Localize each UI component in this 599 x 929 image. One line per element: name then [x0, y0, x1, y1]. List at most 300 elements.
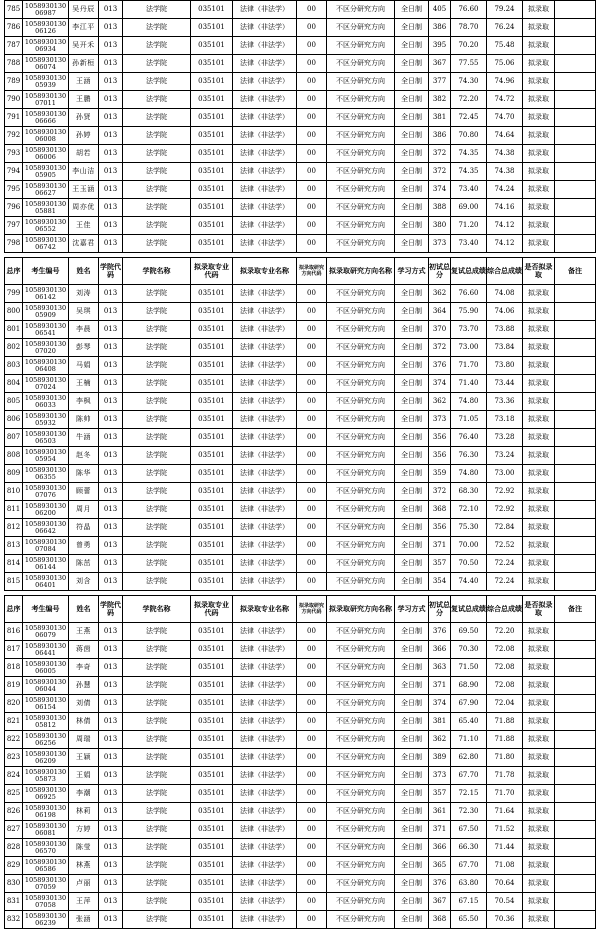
row-remarks [555, 55, 596, 73]
row-major-name: 法律（非法学） [233, 199, 297, 217]
row-total-score: 71.52 [487, 821, 523, 839]
row-name: 吴丹辰 [69, 1, 99, 19]
row-major-name: 法律（非法学） [233, 321, 297, 339]
row-study-mode: 全日制 [395, 839, 429, 857]
row-major-name: 法律（非法学） [233, 785, 297, 803]
row-candidate-id: 105893013007059 [23, 875, 69, 893]
header-major-code: 拟录取专业代码 [191, 258, 233, 285]
table-row [5, 163, 596, 181]
row-major-name: 法律（非法学） [233, 411, 297, 429]
row-retest-score: 71.05 [451, 411, 487, 429]
row-major-name: 法律（非法学） [233, 731, 297, 749]
row-college-name: 法学院 [123, 303, 191, 321]
row-remarks [555, 303, 596, 321]
row-college-name: 法学院 [123, 501, 191, 519]
header-major-name: 拟录取专业名称 [233, 596, 297, 623]
row-seq: 817 [5, 641, 23, 659]
row-major-code: 035101 [191, 163, 233, 181]
row-major-code: 035101 [191, 375, 233, 393]
row-admitted: 拟录取 [523, 55, 555, 73]
row-admitted: 拟录取 [523, 749, 555, 767]
row-candidate-id: 105893013006142 [23, 285, 69, 303]
row-candidate-id: 105893013007024 [23, 375, 69, 393]
row-college-code: 013 [99, 19, 123, 37]
row-seq: 786 [5, 19, 23, 37]
row-college-code: 013 [99, 55, 123, 73]
row-direction-code: 00 [297, 145, 327, 163]
row-college-name: 法学院 [123, 55, 191, 73]
row-direction-code: 00 [297, 37, 327, 55]
row-major-code: 035101 [191, 37, 233, 55]
row-total-score: 73.88 [487, 321, 523, 339]
header-college-code: 学院代码 [99, 596, 123, 623]
row-direction-code: 00 [297, 339, 327, 357]
row-retest-score: 67.70 [451, 857, 487, 875]
row-direction-code: 00 [297, 109, 327, 127]
row-major-name: 法律（非法学） [233, 641, 297, 659]
row-retest-score: 67.15 [451, 893, 487, 911]
row-major-code: 035101 [191, 357, 233, 375]
row-study-mode: 全日制 [395, 659, 429, 677]
row-admitted: 拟录取 [523, 199, 555, 217]
row-candidate-id: 105893013006552 [23, 217, 69, 235]
row-college-name: 法学院 [123, 285, 191, 303]
row-college-name: 法学院 [123, 695, 191, 713]
row-initial-score: 364 [429, 303, 451, 321]
row-name: 孙慧 [69, 677, 99, 695]
row-retest-score: 74.40 [451, 573, 487, 591]
row-major-name: 法律（非法学） [233, 1, 297, 19]
row-study-mode: 全日制 [395, 55, 429, 73]
row-retest-score: 68.30 [451, 483, 487, 501]
row-seq: 820 [5, 695, 23, 713]
row-name: 陈茁 [69, 555, 99, 573]
row-name: 刘倩 [69, 695, 99, 713]
header-admitted: 是否拟录取 [523, 258, 555, 285]
row-retest-score: 73.70 [451, 321, 487, 339]
row-college-code: 013 [99, 37, 123, 55]
row-college-name: 法学院 [123, 857, 191, 875]
row-direction-code: 00 [297, 483, 327, 501]
row-major-name: 法律（非法学） [233, 677, 297, 695]
row-retest-score: 70.30 [451, 641, 487, 659]
row-seq: 831 [5, 893, 23, 911]
row-seq: 796 [5, 199, 23, 217]
row-remarks [555, 893, 596, 911]
row-candidate-id: 105893013006666 [23, 109, 69, 127]
row-candidate-id: 105893013005909 [23, 303, 69, 321]
row-major-code: 035101 [191, 429, 233, 447]
row-name: 孙新桓 [69, 55, 99, 73]
header-seq: 总序 [5, 596, 23, 623]
table-row [5, 429, 596, 447]
row-candidate-id: 105893013006586 [23, 857, 69, 875]
row-major-code: 035101 [191, 695, 233, 713]
row-college-code: 013 [99, 483, 123, 501]
row-college-name: 法学院 [123, 641, 191, 659]
row-remarks [555, 821, 596, 839]
row-college-code: 013 [99, 1, 123, 19]
row-college-code: 013 [99, 217, 123, 235]
row-major-code: 035101 [191, 339, 233, 357]
row-major-code: 035101 [191, 235, 233, 253]
row-direction-name: 不区分研究方向 [327, 501, 395, 519]
row-major-name: 法律（非法学） [233, 235, 297, 253]
header-study-mode: 学习方式 [395, 258, 429, 285]
row-total-score: 71.64 [487, 803, 523, 821]
row-major-code: 035101 [191, 573, 233, 591]
row-major-code: 035101 [191, 181, 233, 199]
row-major-code: 035101 [191, 285, 233, 303]
row-remarks [555, 217, 596, 235]
row-name: 卢丽 [69, 875, 99, 893]
row-total-score: 71.44 [487, 839, 523, 857]
row-college-code: 013 [99, 659, 123, 677]
row-candidate-id: 105893013005881 [23, 199, 69, 217]
row-admitted: 拟录取 [523, 677, 555, 695]
table-row [5, 357, 596, 375]
row-major-code: 035101 [191, 483, 233, 501]
row-initial-score: 376 [429, 875, 451, 893]
row-major-code: 035101 [191, 109, 233, 127]
row-seq: 801 [5, 321, 23, 339]
row-total-score: 74.06 [487, 303, 523, 321]
row-study-mode: 全日制 [395, 875, 429, 893]
row-retest-score: 65.40 [451, 713, 487, 731]
row-initial-score: 357 [429, 555, 451, 573]
table-row [5, 109, 596, 127]
row-candidate-id: 105893013006627 [23, 181, 69, 199]
row-major-name: 法律（非法学） [233, 285, 297, 303]
row-direction-code: 00 [297, 501, 327, 519]
row-total-score: 75.06 [487, 55, 523, 73]
row-major-name: 法律（非法学） [233, 375, 297, 393]
row-initial-score: 357 [429, 785, 451, 803]
row-seq: 808 [5, 447, 23, 465]
table-row [5, 1, 596, 19]
row-initial-score: 380 [429, 217, 451, 235]
row-major-name: 法律（非法学） [233, 839, 297, 857]
row-college-code: 013 [99, 911, 123, 929]
row-study-mode: 全日制 [395, 321, 429, 339]
row-name: 张涵 [69, 911, 99, 929]
row-candidate-id: 105893013005932 [23, 411, 69, 429]
row-initial-score: 354 [429, 573, 451, 591]
row-remarks [555, 677, 596, 695]
row-direction-code: 00 [297, 821, 327, 839]
row-direction-name: 不区分研究方向 [327, 893, 395, 911]
row-direction-name: 不区分研究方向 [327, 641, 395, 659]
row-remarks [555, 447, 596, 465]
row-direction-name: 不区分研究方向 [327, 767, 395, 785]
row-candidate-id: 105893013006006 [23, 145, 69, 163]
row-direction-name: 不区分研究方向 [327, 339, 395, 357]
row-seq: 795 [5, 181, 23, 199]
row-direction-name: 不区分研究方向 [327, 199, 395, 217]
row-total-score: 72.04 [487, 695, 523, 713]
row-college-code: 013 [99, 321, 123, 339]
row-direction-name: 不区分研究方向 [327, 555, 395, 573]
row-seq: 792 [5, 127, 23, 145]
row-remarks [555, 375, 596, 393]
table-row [5, 91, 596, 109]
row-study-mode: 全日制 [395, 623, 429, 641]
row-retest-score: 67.90 [451, 695, 487, 713]
row-candidate-id: 105893013006570 [23, 839, 69, 857]
row-study-mode: 全日制 [395, 641, 429, 659]
row-major-code: 035101 [191, 839, 233, 857]
row-direction-code: 00 [297, 857, 327, 875]
row-retest-score: 73.40 [451, 181, 487, 199]
row-major-name: 法律（非法学） [233, 429, 297, 447]
row-direction-name: 不区分研究方向 [327, 55, 395, 73]
row-retest-score: 63.80 [451, 875, 487, 893]
row-retest-score: 74.80 [451, 465, 487, 483]
header-study-mode: 学习方式 [395, 596, 429, 623]
row-candidate-id: 105893013007084 [23, 537, 69, 555]
row-major-name: 法律（非法学） [233, 573, 297, 591]
row-study-mode: 全日制 [395, 339, 429, 357]
row-remarks [555, 713, 596, 731]
row-initial-score: 381 [429, 713, 451, 731]
row-remarks [555, 555, 596, 573]
row-admitted: 拟录取 [523, 519, 555, 537]
row-major-code: 035101 [191, 623, 233, 641]
row-name: 王鹏 [69, 91, 99, 109]
row-candidate-id: 105893013007020 [23, 339, 69, 357]
row-seq: 832 [5, 911, 23, 929]
row-retest-score: 70.00 [451, 537, 487, 555]
row-study-mode: 全日制 [395, 235, 429, 253]
row-major-name: 法律（非法学） [233, 91, 297, 109]
row-major-code: 035101 [191, 911, 233, 929]
row-college-code: 013 [99, 393, 123, 411]
row-college-code: 013 [99, 623, 123, 641]
row-admitted: 拟录取 [523, 839, 555, 857]
table-row [5, 375, 596, 393]
row-total-score: 73.80 [487, 357, 523, 375]
row-major-code: 035101 [191, 803, 233, 821]
row-direction-code: 00 [297, 1, 327, 19]
row-retest-score: 78.70 [451, 19, 487, 37]
row-college-code: 013 [99, 821, 123, 839]
row-major-code: 035101 [191, 127, 233, 145]
row-seq: 791 [5, 109, 23, 127]
table-row [5, 393, 596, 411]
table-row [5, 713, 596, 731]
row-major-name: 法律（非法学） [233, 73, 297, 91]
row-seq: 803 [5, 357, 23, 375]
row-name: 陈莹 [69, 839, 99, 857]
row-initial-score: 386 [429, 19, 451, 37]
row-college-name: 法学院 [123, 447, 191, 465]
row-college-name: 法学院 [123, 573, 191, 591]
row-initial-score: 362 [429, 393, 451, 411]
row-major-code: 035101 [191, 55, 233, 73]
table-row [5, 537, 596, 555]
row-total-score: 70.54 [487, 893, 523, 911]
row-direction-name: 不区分研究方向 [327, 839, 395, 857]
row-college-code: 013 [99, 411, 123, 429]
row-admitted: 拟录取 [523, 857, 555, 875]
row-name: 王佳 [69, 217, 99, 235]
row-major-name: 法律（非法学） [233, 749, 297, 767]
row-remarks [555, 429, 596, 447]
row-remarks [555, 501, 596, 519]
row-admitted: 拟录取 [523, 641, 555, 659]
row-name: 沈嘉君 [69, 235, 99, 253]
row-admitted: 拟录取 [523, 357, 555, 375]
row-major-name: 法律（非法学） [233, 483, 297, 501]
row-major-name: 法律（非法学） [233, 145, 297, 163]
row-study-mode: 全日制 [395, 555, 429, 573]
table-row [5, 839, 596, 857]
row-college-name: 法学院 [123, 127, 191, 145]
row-name: 林莉 [69, 803, 99, 821]
row-name: 李山洁 [69, 163, 99, 181]
row-seq: 790 [5, 91, 23, 109]
row-college-name: 法学院 [123, 321, 191, 339]
row-college-name: 法学院 [123, 429, 191, 447]
header-direction-code: 拟录取研究方向代码 [297, 596, 327, 623]
row-major-name: 法律（非法学） [233, 357, 297, 375]
row-college-code: 013 [99, 73, 123, 91]
row-admitted: 拟录取 [523, 109, 555, 127]
row-direction-name: 不区分研究方向 [327, 19, 395, 37]
table-row [5, 145, 596, 163]
row-major-code: 035101 [191, 73, 233, 91]
row-study-mode: 全日制 [395, 127, 429, 145]
row-admitted: 拟录取 [523, 785, 555, 803]
row-admitted: 拟录取 [523, 821, 555, 839]
row-college-name: 法学院 [123, 767, 191, 785]
row-direction-code: 00 [297, 623, 327, 641]
row-study-mode: 全日制 [395, 1, 429, 19]
row-remarks [555, 749, 596, 767]
row-college-code: 013 [99, 91, 123, 109]
row-direction-name: 不区分研究方向 [327, 1, 395, 19]
row-direction-name: 不区分研究方向 [327, 321, 395, 339]
row-college-code: 013 [99, 465, 123, 483]
row-candidate-id: 105893013006198 [23, 803, 69, 821]
row-direction-name: 不区分研究方向 [327, 375, 395, 393]
row-major-code: 035101 [191, 519, 233, 537]
row-college-name: 法学院 [123, 145, 191, 163]
table-row [5, 767, 596, 785]
row-total-score: 72.92 [487, 501, 523, 519]
row-retest-score: 71.70 [451, 357, 487, 375]
row-initial-score: 386 [429, 127, 451, 145]
row-remarks [555, 911, 596, 929]
row-study-mode: 全日制 [395, 285, 429, 303]
row-admitted: 拟录取 [523, 1, 555, 19]
row-college-code: 013 [99, 339, 123, 357]
row-candidate-id: 105893013005812 [23, 713, 69, 731]
row-initial-score: 373 [429, 235, 451, 253]
row-major-name: 法律（非法学） [233, 555, 297, 573]
row-study-mode: 全日制 [395, 303, 429, 321]
row-study-mode: 全日制 [395, 821, 429, 839]
row-major-code: 035101 [191, 447, 233, 465]
row-remarks [555, 199, 596, 217]
row-retest-score: 74.35 [451, 145, 487, 163]
row-remarks [555, 357, 596, 375]
row-admitted: 拟录取 [523, 145, 555, 163]
row-retest-score: 73.00 [451, 339, 487, 357]
row-college-name: 法学院 [123, 483, 191, 501]
row-seq: 829 [5, 857, 23, 875]
row-admitted: 拟录取 [523, 731, 555, 749]
row-total-score: 75.48 [487, 37, 523, 55]
row-major-name: 法律（非法学） [233, 803, 297, 821]
row-major-name: 法律（非法学） [233, 465, 297, 483]
row-candidate-id: 105893013006503 [23, 429, 69, 447]
row-seq: 789 [5, 73, 23, 91]
row-direction-code: 00 [297, 217, 327, 235]
row-total-score: 73.84 [487, 339, 523, 357]
row-seq: 824 [5, 767, 23, 785]
row-total-score: 72.92 [487, 483, 523, 501]
table-row [5, 641, 596, 659]
row-initial-score: 371 [429, 677, 451, 695]
row-remarks [555, 537, 596, 555]
row-direction-name: 不区分研究方向 [327, 357, 395, 375]
row-college-code: 013 [99, 127, 123, 145]
row-seq: 814 [5, 555, 23, 573]
row-study-mode: 全日制 [395, 19, 429, 37]
row-college-code: 013 [99, 839, 123, 857]
row-direction-code: 00 [297, 235, 327, 253]
row-college-name: 法学院 [123, 519, 191, 537]
table-row [5, 573, 596, 591]
row-seq: 813 [5, 537, 23, 555]
row-direction-name: 不区分研究方向 [327, 519, 395, 537]
row-direction-code: 00 [297, 163, 327, 181]
row-initial-score: 373 [429, 411, 451, 429]
row-seq: 815 [5, 573, 23, 591]
row-study-mode: 全日制 [395, 73, 429, 91]
row-seq: 804 [5, 375, 23, 393]
row-name: 王颖 [69, 749, 99, 767]
row-initial-score: 388 [429, 199, 451, 217]
row-total-score: 74.38 [487, 145, 523, 163]
row-remarks [555, 285, 596, 303]
row-direction-name: 不区分研究方向 [327, 145, 395, 163]
row-admitted: 拟录取 [523, 573, 555, 591]
row-candidate-id: 105893013006256 [23, 731, 69, 749]
row-remarks [555, 573, 596, 591]
table-row [5, 19, 596, 37]
row-remarks [555, 37, 596, 55]
row-total-score: 72.24 [487, 573, 523, 591]
row-initial-score: 366 [429, 641, 451, 659]
row-study-mode: 全日制 [395, 483, 429, 501]
row-direction-name: 不区分研究方向 [327, 163, 395, 181]
row-total-score: 70.64 [487, 875, 523, 893]
row-total-score: 74.08 [487, 285, 523, 303]
row-seq: 805 [5, 393, 23, 411]
row-retest-score: 71.40 [451, 375, 487, 393]
row-total-score: 72.84 [487, 519, 523, 537]
row-initial-score: 376 [429, 357, 451, 375]
row-major-code: 035101 [191, 749, 233, 767]
row-retest-score: 75.30 [451, 519, 487, 537]
row-direction-code: 00 [297, 55, 327, 73]
row-major-code: 035101 [191, 501, 233, 519]
row-major-code: 035101 [191, 875, 233, 893]
row-study-mode: 全日制 [395, 163, 429, 181]
admission-table-section [4, 257, 596, 591]
